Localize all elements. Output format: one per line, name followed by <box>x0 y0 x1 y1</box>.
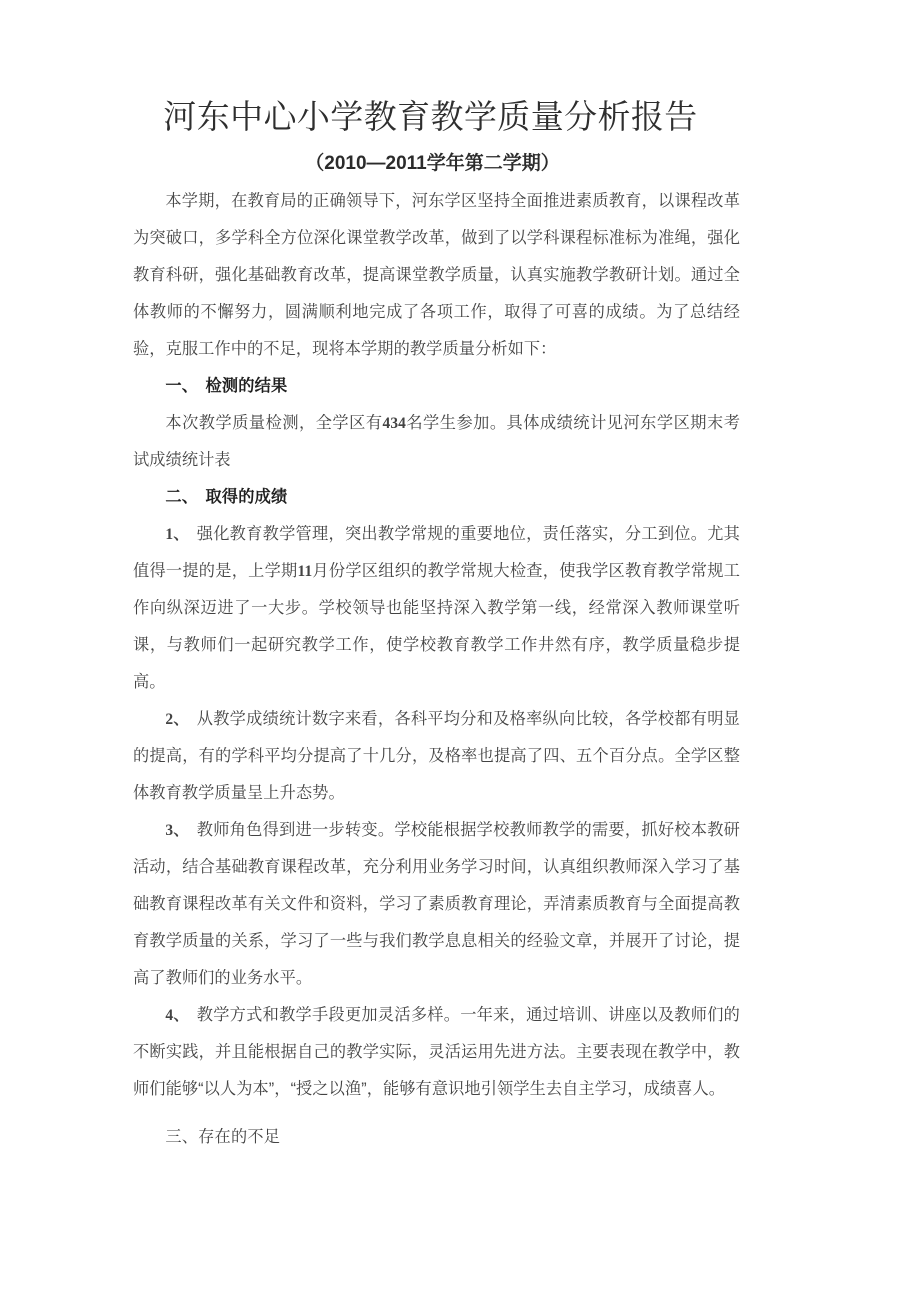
list-item-number: 1 <box>165 525 174 543</box>
section-heading-label: 存在的不足 <box>198 1127 281 1146</box>
inspection-month: 11 <box>297 562 313 580</box>
section-marker: 二 <box>165 487 182 506</box>
list-item-number: 4 <box>165 1006 174 1024</box>
list-item-number: 3 <box>165 821 174 839</box>
list-item-text: 教学方式和教学手段更加灵活多样。一年来，通过培训、讲座以及教师们的不断实践，并且能根据自己的教学实际，灵活运用先进方法。主要表现在教学中，教师们能够“以人为本”，“授之以渔”，能够有意识地引领学生去自主学习，成绩喜人。 <box>133 1005 740 1098</box>
student-count: 434 <box>382 414 406 432</box>
section-heading-label: 检测的结果 <box>205 376 288 395</box>
list-item-separator: 、 <box>173 1006 189 1024</box>
section-one-body-lead: 本次教学质量检测，全学区有 <box>165 413 383 432</box>
section-heading-one <box>133 368 740 405</box>
section-separator: 、 <box>181 487 199 506</box>
section-marker: 一 <box>165 376 182 395</box>
list-item-separator: 、 <box>173 821 189 839</box>
list-item-number: 2 <box>165 710 174 728</box>
document-subtitle: （2010—2011学年第二学期） <box>305 153 560 175</box>
section-separator: 、 <box>181 376 199 395</box>
section-marker: 三 <box>165 1127 182 1146</box>
section-heading-two <box>133 479 740 516</box>
list-item-separator: 、 <box>173 710 189 728</box>
section-one-body-tail: 名学生参加。具体成绩统计见河东学区期末考试成绩统计表 <box>133 413 740 469</box>
list-item-text-tail: 月份学区组织的教学常规大检查，使我学区教育教学常规工作向纵深迈进了一大步。学校领导也能坚持深入教学第一线，经常深入教师课堂听课，与教师们一起研究教学工作，使学校教育教学工作井然有序，教学质量稳步提高。 <box>133 561 740 691</box>
list-item <box>133 812 740 997</box>
section-separator: 、 <box>181 1127 199 1146</box>
section-one-body <box>133 405 740 479</box>
section-heading-label: 取得的成绩 <box>205 487 288 506</box>
list-item <box>133 516 740 701</box>
intro-paragraph: 本学期，在教育局的正确领导下，河东学区坚持全面推进素质教育，以课程改革为突破口，多学科全方位深化课堂教学改革，做到了以学科课程标准标为准绳，强化教育科研，强化基础教育改革，提高课堂教学质量，认真实施教学教研计划。通过全体教师的不懈努力，圆满顺利地完成了各项工作，取得了可喜的成绩。为了总结经验，克服工作中的不足，现将本学期的教学质量分析如下： <box>133 191 740 358</box>
list-item-text-lead: 强化教育教学管理，突出教学常规的重要地位，责任落实，分工到位。尤其值得一提的是，上学期 <box>133 524 740 580</box>
list-item <box>133 701 740 812</box>
spacer <box>133 1108 740 1119</box>
section-heading-three <box>133 1119 740 1156</box>
list-item <box>133 997 740 1108</box>
list-item-separator: 、 <box>173 525 189 543</box>
page-title: 河东中心小学教育教学质量分析报告 <box>163 98 698 135</box>
list-item-text: 教师角色得到进一步转变。学校能根据学校教师教学的需要，抓好校本教研活动，结合基础教育课程改革，充分利用业务学习时间，认真组织教师深入学习了基础教育课程改革有关文件和资料，学习了素质教育理论，弄清素质教育与全面提高教育教学质量的关系，学习了一些与我们教学息息相关的经验文章，并展开了讨论，提高了教师们的业务水平。 <box>133 820 740 987</box>
list-item-text: 从教学成绩统计数字来看，各科平均分和及格率纵向比较，各学校都有明显的提高，有的学科平均分提高了十几分，及格率也提高了四、五个百分点。全学区整体教育教学质量呈上升态势。 <box>133 709 740 802</box>
